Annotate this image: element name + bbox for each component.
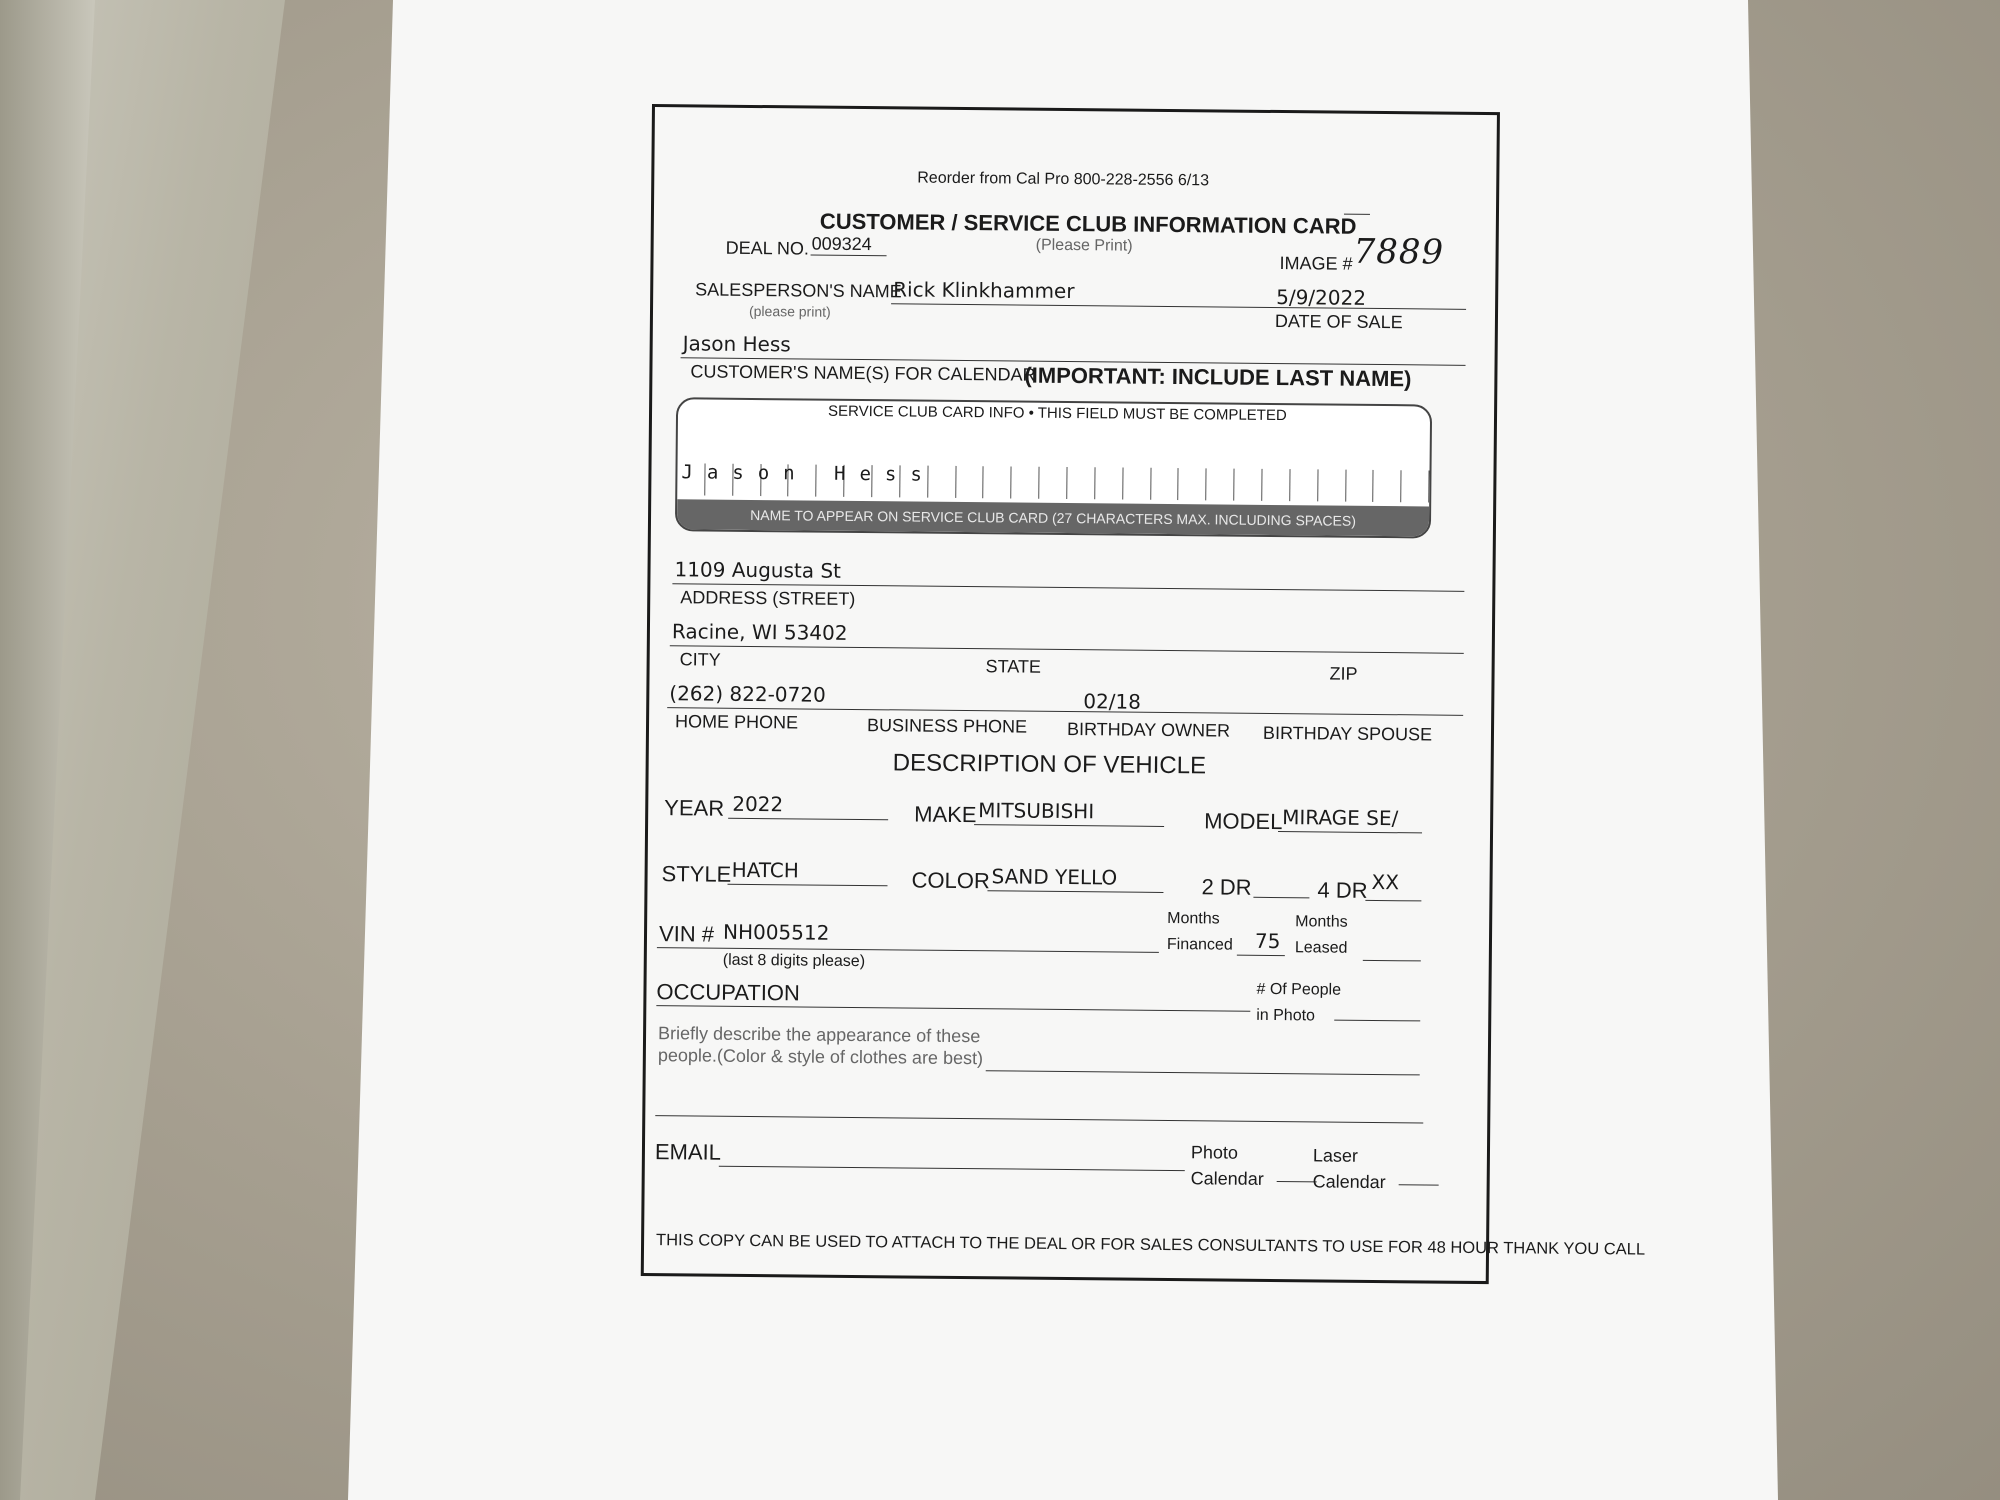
date-of-sale-value[interactable]: 5/9/2022 bbox=[1276, 285, 1367, 310]
occupation-line bbox=[656, 1005, 1250, 1012]
style-value[interactable]: HATCH bbox=[731, 857, 799, 883]
four-door-label: 4 DR bbox=[1317, 877, 1368, 903]
state-label: STATE bbox=[985, 656, 1042, 677]
make-label: MAKE bbox=[914, 801, 977, 828]
months-financed-value[interactable]: 75 bbox=[1254, 928, 1281, 954]
deal-no-value[interactable]: 009324 bbox=[811, 233, 872, 255]
reorder-text: Reorder from Cal Pro 800-228-2556 6/13 bbox=[917, 169, 1210, 190]
model-label: MODEL bbox=[1204, 808, 1283, 835]
laser-calendar-line bbox=[1399, 1184, 1439, 1185]
make-line bbox=[974, 824, 1164, 827]
home-phone-value[interactable]: (262) 822-0720 bbox=[669, 681, 826, 707]
four-door-line bbox=[1365, 900, 1421, 902]
model-value[interactable]: MIRAGE SE/ bbox=[1282, 805, 1399, 831]
people-line bbox=[1334, 1020, 1420, 1022]
service-club-band: NAME TO APPEAR ON SERVICE CLUB CARD (27 CHARACTERS MAX. INCLUDING SPACES) bbox=[677, 499, 1429, 536]
date-of-sale-label: DATE OF SALE bbox=[1274, 310, 1403, 333]
photo-calendar-line bbox=[1277, 1181, 1317, 1182]
information-card bbox=[641, 104, 1646, 1284]
birthday-spouse-label: BIRTHDAY SPOUSE bbox=[1262, 722, 1433, 745]
describe-line bbox=[986, 1070, 1420, 1075]
year-label: YEAR bbox=[664, 795, 725, 821]
make-value[interactable]: MITSUBISHI bbox=[978, 798, 1095, 824]
city-line bbox=[670, 645, 1464, 654]
two-door-line bbox=[1253, 897, 1309, 899]
footer-text: THIS COPY CAN BE USED TO ATTACH TO THE DEAL OR FOR SALES CONSULTANTS TO USE FOR 48 HOUR THANK YOU CALL bbox=[656, 1231, 1646, 1259]
months-financed-top: Months bbox=[1167, 909, 1220, 928]
home-phone-label: HOME PHONE bbox=[674, 711, 799, 733]
image-label: IMAGE # bbox=[1279, 253, 1353, 274]
describe-line-2: people.(Color & style of clothes are best) bbox=[657, 1045, 984, 1069]
address-value[interactable]: 1109 Augusta St bbox=[674, 557, 842, 583]
describe-extra-line bbox=[655, 1115, 1423, 1123]
people-top: # Of People bbox=[1256, 980, 1342, 999]
four-door-value[interactable]: XX bbox=[1371, 869, 1400, 895]
salesperson-value[interactable]: Rick Klinkhammer bbox=[893, 277, 1075, 304]
salesperson-line bbox=[891, 303, 1466, 310]
deal-no-line bbox=[811, 255, 887, 257]
color-line bbox=[987, 890, 1163, 893]
months-financed-line bbox=[1237, 955, 1285, 956]
photo-calendar-top: Photo bbox=[1190, 1142, 1239, 1163]
vin-hint: (last 8 digits please) bbox=[722, 951, 866, 971]
service-club-label: SERVICE CLUB CARD INFO • THIS FIELD MUST BE COMPLETED bbox=[827, 402, 1287, 425]
occupation-label: OCCUPATION bbox=[656, 979, 801, 1006]
customer-important: (IMPORTANT: INCLUDE LAST NAME) bbox=[1024, 362, 1412, 392]
months-leased-bottom: Leased bbox=[1294, 939, 1348, 957]
birthday-owner-label: BIRTHDAY OWNER bbox=[1066, 719, 1231, 741]
salesperson-label: SALESPERSON'S NAME bbox=[695, 279, 902, 302]
color-value[interactable]: SAND YELLO bbox=[991, 864, 1118, 890]
vin-value[interactable]: NH005512 bbox=[722, 919, 830, 945]
birthday-owner-value[interactable]: 02/18 bbox=[1083, 689, 1142, 714]
people-bottom: in Photo bbox=[1256, 1006, 1316, 1025]
model-line bbox=[1278, 831, 1422, 833]
color-label: COLOR bbox=[911, 867, 990, 894]
zip-label: ZIP bbox=[1329, 663, 1358, 684]
months-leased-top: Months bbox=[1295, 913, 1348, 931]
city-label: CITY bbox=[679, 649, 721, 670]
style-line bbox=[728, 884, 888, 887]
vehicle-heading: DESCRIPTION OF VEHICLE bbox=[892, 749, 1207, 780]
deal-no-label: DEAL NO. bbox=[725, 237, 810, 259]
laser-calendar-bottom: Calendar bbox=[1312, 1171, 1386, 1193]
business-phone-label: BUSINESS PHONE bbox=[866, 715, 1028, 737]
months-leased-line bbox=[1363, 960, 1421, 962]
vin-label: VIN # bbox=[658, 921, 715, 947]
salesperson-hint: (please print) bbox=[748, 302, 831, 320]
describe-line-1: Briefly describe the appearance of these bbox=[657, 1023, 981, 1047]
customer-name-label: CUSTOMER'S NAME(S) FOR CALENDAR bbox=[690, 361, 1036, 385]
service-club-name[interactable]: Jason Hess bbox=[681, 461, 936, 486]
image-number[interactable]: 7889 bbox=[1353, 231, 1445, 273]
style-label: STYLE bbox=[661, 861, 732, 887]
please-print: (Please Print) bbox=[1035, 236, 1133, 255]
year-line bbox=[728, 818, 888, 821]
two-door-label: 2 DR bbox=[1201, 874, 1252, 900]
card-title: CUSTOMER / SERVICE CLUB INFORMATION CARD bbox=[819, 208, 1357, 239]
months-financed-bottom: Financed bbox=[1166, 935, 1233, 954]
photo-calendar-bottom: Calendar bbox=[1190, 1168, 1264, 1189]
service-club-box[interactable] bbox=[675, 397, 1432, 538]
email-line bbox=[719, 1166, 1185, 1171]
customer-name-value[interactable]: Jason Hess bbox=[682, 331, 791, 357]
year-value[interactable]: 2022 bbox=[732, 791, 784, 817]
laser-calendar-top: Laser bbox=[1312, 1145, 1359, 1166]
address-label: ADDRESS (STREET) bbox=[680, 587, 856, 609]
city-state-zip-value[interactable]: Racine, WI 53402 bbox=[671, 619, 848, 645]
email-label: EMAIL bbox=[654, 1139, 722, 1165]
